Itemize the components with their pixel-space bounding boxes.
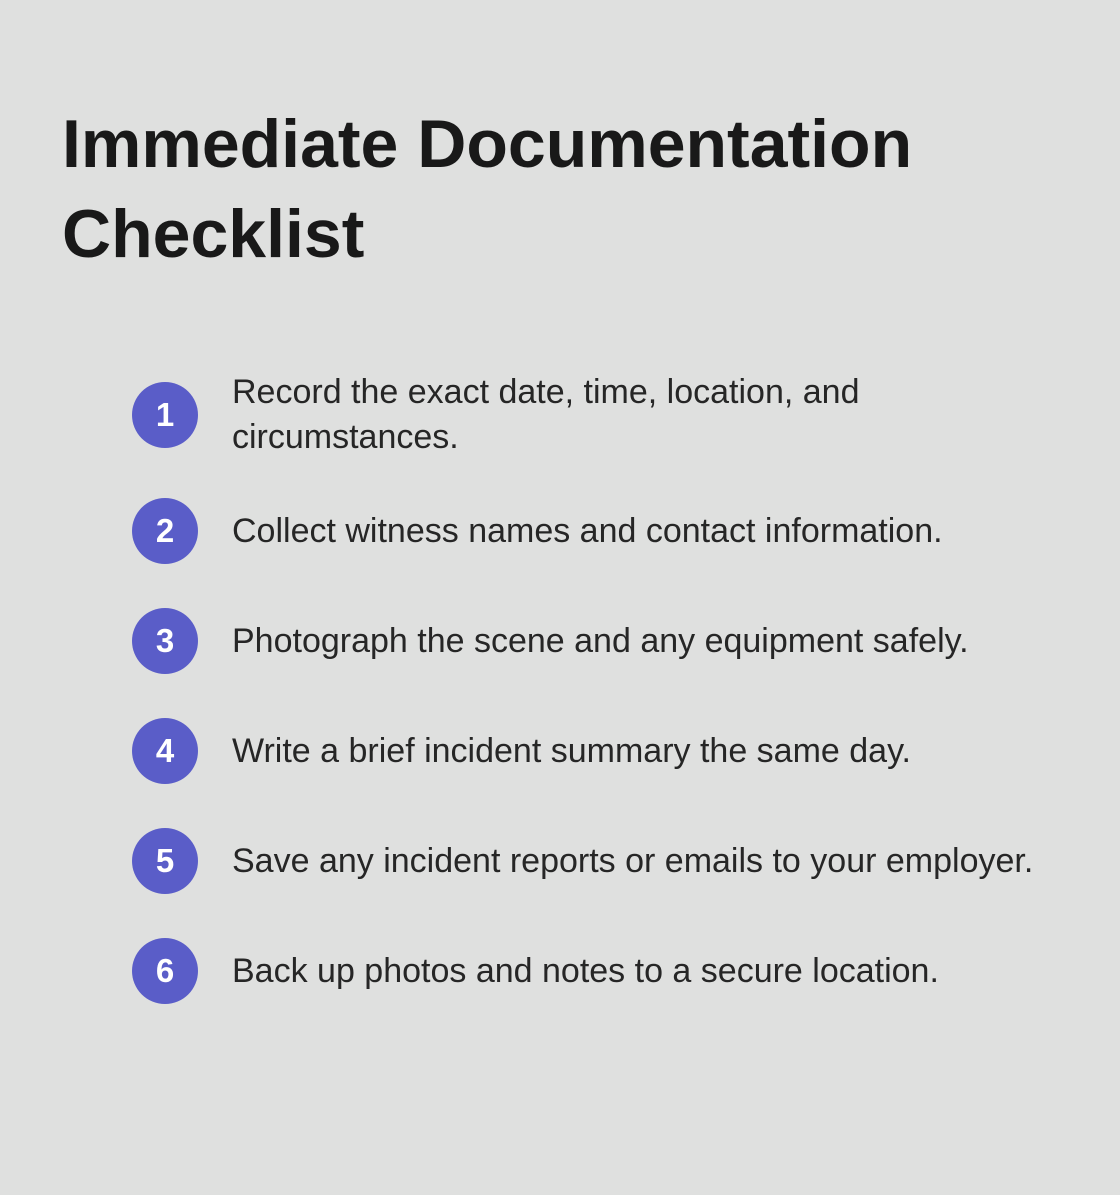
checklist-item-text: Photograph the scene and any equipment safely.: [232, 621, 969, 660]
checklist: [132, 370, 1120, 1004]
checklist-item-text: Back up photos and notes to a secure location.: [232, 951, 939, 990]
step-number-badge: 1: [132, 382, 198, 448]
checklist-item-text: Record the exact date, time, location, and circumstances.: [232, 373, 860, 456]
checklist-item-1: [132, 370, 1120, 460]
checklist-item-2: [132, 498, 1120, 564]
checklist-item-3: [132, 608, 1120, 674]
checklist-page: [0, 99, 1120, 1195]
step-number-badge: 6: [132, 938, 198, 1004]
step-number-badge: 4: [132, 718, 198, 784]
checklist-item-6: [132, 938, 1120, 1004]
step-number-badge: 3: [132, 608, 198, 674]
checklist-item-4: [132, 718, 1120, 784]
step-number-badge: 2: [132, 498, 198, 564]
checklist-item-5: [132, 828, 1120, 894]
checklist-item-text: Write a brief incident summary the same day.: [232, 731, 912, 770]
checklist-item-text: Save any incident reports or emails to your employer.: [232, 841, 1034, 880]
step-number-badge: 5: [132, 828, 198, 894]
page-title: Immediate Documentation Checklist: [62, 106, 913, 272]
checklist-item-text: Collect witness names and contact information.: [232, 511, 943, 550]
